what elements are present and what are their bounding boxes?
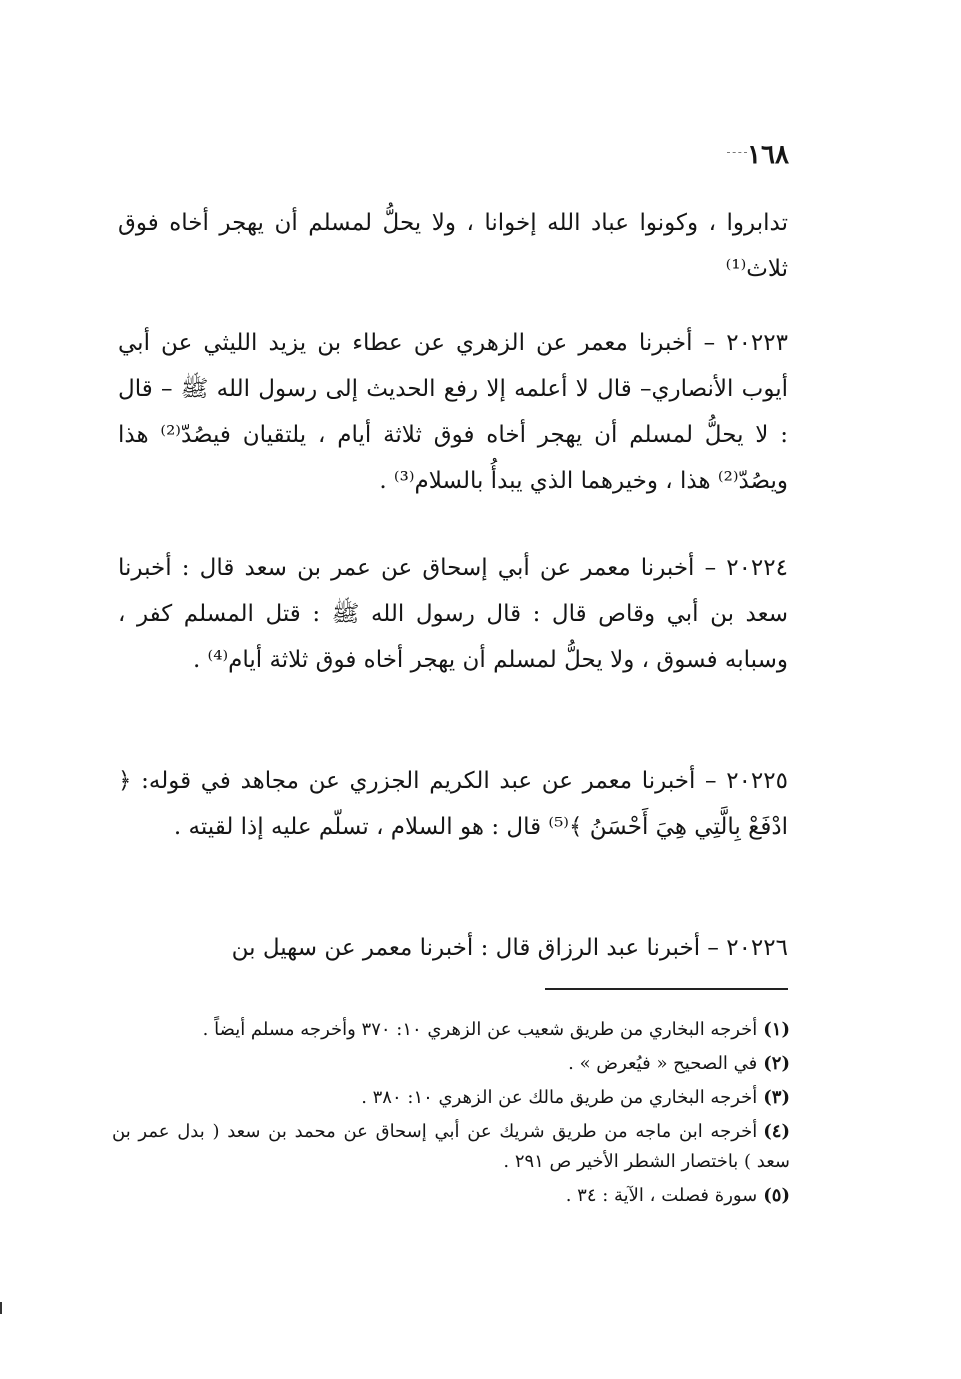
- footnote-marker: (٣): [763, 1087, 790, 1108]
- footnote-marker: (٥): [763, 1185, 790, 1206]
- footnote-2: [112, 1049, 790, 1079]
- footnotes: [112, 1015, 790, 1215]
- footnote-4: [112, 1117, 790, 1177]
- footnote-divider: [545, 988, 788, 990]
- footnote-3: [112, 1083, 790, 1113]
- hadith-20225: ٢٠٢٢٥ – أخبرنا معمر عن عبد الكريم الجزري عن مجاهد في قوله: ﴿ ادْفَعْ بِالَّتِي هِيَ أَحْسَنُ ﴾⁽⁵⁾ قال : هو السلام ، تسلّم عليه إذا لقيته .: [118, 768, 788, 840]
- footnote-text: أخرجه ابن ماجه من طريق شريك عن أبي إسحاق عن محمد بن سعد ( بدل عمر بن سعد ) باختصار الشطر الأخير ص ٢٩١ .: [112, 1121, 790, 1172]
- scan-edge-mark: [0, 1302, 2, 1314]
- footnote-marker: (٢): [763, 1053, 790, 1074]
- footnote-5: [112, 1181, 790, 1211]
- footnote-1: [112, 1015, 790, 1045]
- hadith-20224: ٢٠٢٢٤ – أخبرنا معمر عن أبي إسحاق عن عمر بن سعد قال : أخبرنا سعد بن أبي وقاص قال : قال رسول الله ﷺ : قتل المسلم كفر ، وسبابه فسوق ، ولا يحلُّ لمسلم أن يهجر أخاه فوق ثلاثة أيام⁽⁴⁾ .: [118, 555, 788, 673]
- footnote-text: أخرجه البخاري من طريق شعيب عن الزهري ١٠: ٣٧٠ وأخرجه مسلم أيضاً .: [202, 1019, 758, 1040]
- footnote-text: أخرجه البخاري من طريق مالك عن الزهري ١٠: ٣٨٠ .: [361, 1087, 758, 1108]
- page-number: ١٦٨: [747, 140, 789, 170]
- footnote-marker: (٤): [763, 1121, 790, 1142]
- footnote-marker: (١): [763, 1019, 790, 1040]
- footnote-text: في الصحيح « فيُعرض » .: [568, 1053, 758, 1074]
- hadith-20226: ٢٠٢٢٦ – أخبرنا عبد الرزاق قال : أخبرنا معمر عن سهيل بن: [231, 935, 788, 961]
- hadith-20223: ٢٠٢٢٣ – أخبرنا معمر عن الزهري عن عطاء بن يزيد الليثي عن أبي أيوب الأنصاري– قال لا أعلمه إلا رفع الحديث إلى رسول الله ﷺ – قال : لا يحلُّ لمسلم أن يهجر أخاه فوق ثلاثة أيام ، يلتقيان فيصُدّ⁽²⁾ هذا ويصُدّ⁽²⁾ هذا ، وخيرهما الذي يبدأُ بالسلام⁽³⁾ .: [118, 330, 788, 494]
- paragraph-continuation: تدابروا ، وكونوا عباد الله إخوانا ، ولا يحلُّ لمسلم أن يهجر أخاه فوق ثلاث⁽¹⁾: [118, 210, 788, 282]
- footnote-text: سورة فصلت ، الآية : ٣٤ .: [565, 1185, 758, 1206]
- page-number-rule: [727, 152, 747, 153]
